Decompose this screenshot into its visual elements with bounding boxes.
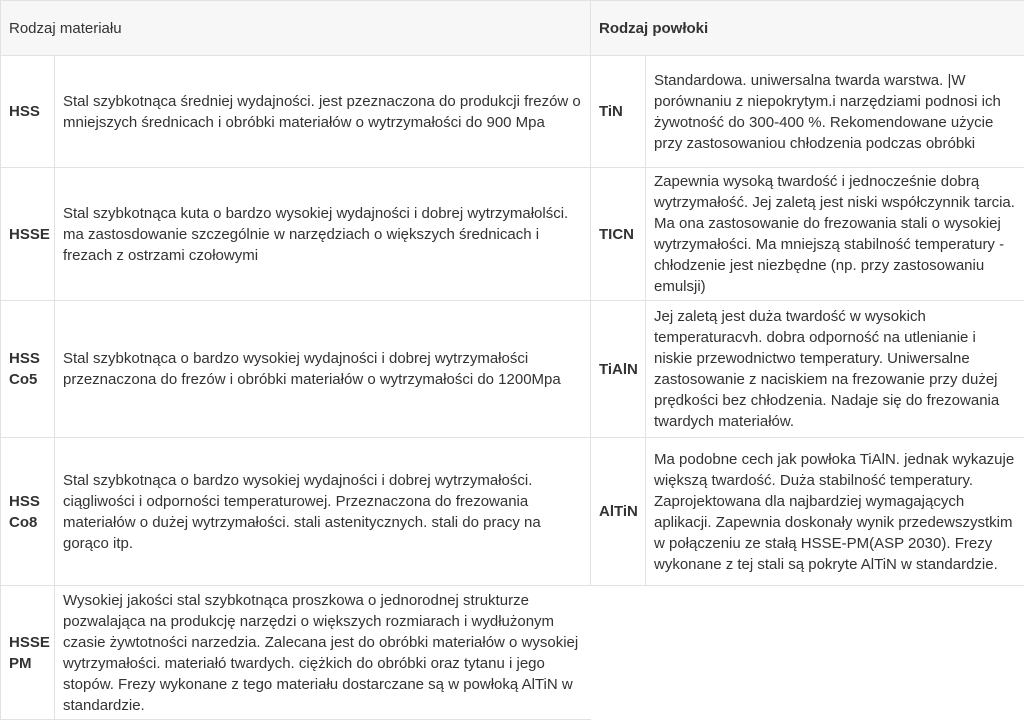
coating-code: AlTiN bbox=[591, 438, 646, 586]
table-row bbox=[1, 586, 1024, 720]
table-row bbox=[1, 438, 1024, 586]
coating-code: TICN bbox=[591, 168, 646, 301]
coating-description: Jej zaletą jest duża twardość w wysokich temperaturacvh. dobra odporność na utlenianie i niskie przewodnictwo temperatury. Uniwersalne zastosowanie z naciskiem na frezowanie przy dużej prędkości bez chłodzenia. Nadaje się do frezowania twardych materiałów. bbox=[646, 301, 1024, 438]
coating-code: TiN bbox=[591, 56, 646, 168]
table-row bbox=[1, 168, 1024, 301]
coating-column-header: Rodzaj powłoki bbox=[591, 1, 1024, 56]
table-row bbox=[1, 301, 1024, 438]
material-description: Stal szybkotnąca średniej wydajności. jest pzeznaczona do produkcji frezów o mniejszych średnicach i obróbki materiałów o wytrzymałości do 900 Mpa bbox=[55, 56, 591, 168]
material-code: HSSE PM bbox=[1, 586, 55, 720]
coating-description: Standardowa. uniwersalna twarda warstwa. |W porównaniu z niepokrytym.i narzędziami podnosi ich żywotność do 300-400 %. Rekomendowane użycie przy zastosowaniou chłodzenia podczas obróbki bbox=[646, 56, 1024, 168]
coating-description: Ma podobne cech jak powłoka TiAlN. jednak wykazuje większą twardość. Duża stabilność temperatury. Zaprojektowana dla najbardziej wymagających aplikacji. Zapewnia doskonały wynik przedewszystkim w połączeniu ze stałą HSSE-PM(ASP 2030). Frezy wykonane z tej stali są pokryte AlTiN w standardzie. bbox=[646, 438, 1024, 586]
material-description: Wysokiej jakości stal szybkotnąca proszkowa o jednorodnej strukturze pozwalająca na produkcję narzędzi o większych rozmiarach i wydłużonym czasie żywtotności narzedzia. Zalecana jest do obróbki materiałów o wysokiej wytrzymałości. materiałó twardych. ciężkich do obróbki oraz tytanu i jego stopów. Frezy wykonane z tego materiału dostarczane są w powłoką AlTiN w standardzie. bbox=[55, 586, 591, 720]
coating-empty-cell bbox=[591, 586, 1024, 720]
material-code: HSS bbox=[1, 56, 55, 168]
table-row bbox=[1, 56, 1024, 168]
material-code: HSS Co5 bbox=[1, 301, 55, 438]
material-code: HSS Co8 bbox=[1, 438, 55, 586]
material-description: Stal szybkotnąca o bardzo wysokiej wydajności i dobrej wytrzymałości przeznaczona do frezów i obróbki materiałów o wytrzymałości do 1200Mpa bbox=[55, 301, 591, 438]
material-code: HSSE bbox=[1, 168, 55, 301]
coating-code: TiAlN bbox=[591, 301, 646, 438]
material-column-header: Rodzaj materiału bbox=[1, 1, 591, 56]
header-row bbox=[1, 1, 1024, 56]
material-description: Stal szybkotnąca kuta o bardzo wysokiej wydajności i dobrej wytrzymałolści. ma zastosdowanie szczególnie w narzędziach o większych średnicach i frezach z ostrzami czołowymi bbox=[55, 168, 591, 301]
coating-description: Zapewnia wysoką twardość i jednocześnie dobrą wytrzymałość. Jej zaletą jest niski współczynnik tarcia. Ma ona zastosowanie do frezowania stali o wysokiej wytrzymałości. Ma mniejszą stabilność temperatury - chłodzenie jest niezbędne (np. przy zastosowaniu emulsji) bbox=[646, 168, 1024, 301]
material-description: Stal szybkotnąca o bardzo wysokiej wydajności i dobrej wytrzymałości. ciągliwości i odporności temperaturowej. Przeznaczona do frezowania materiałów o dużej wytrzymałości. stali astenitycznych. stali do pracy na gorąco itp. bbox=[55, 438, 591, 586]
